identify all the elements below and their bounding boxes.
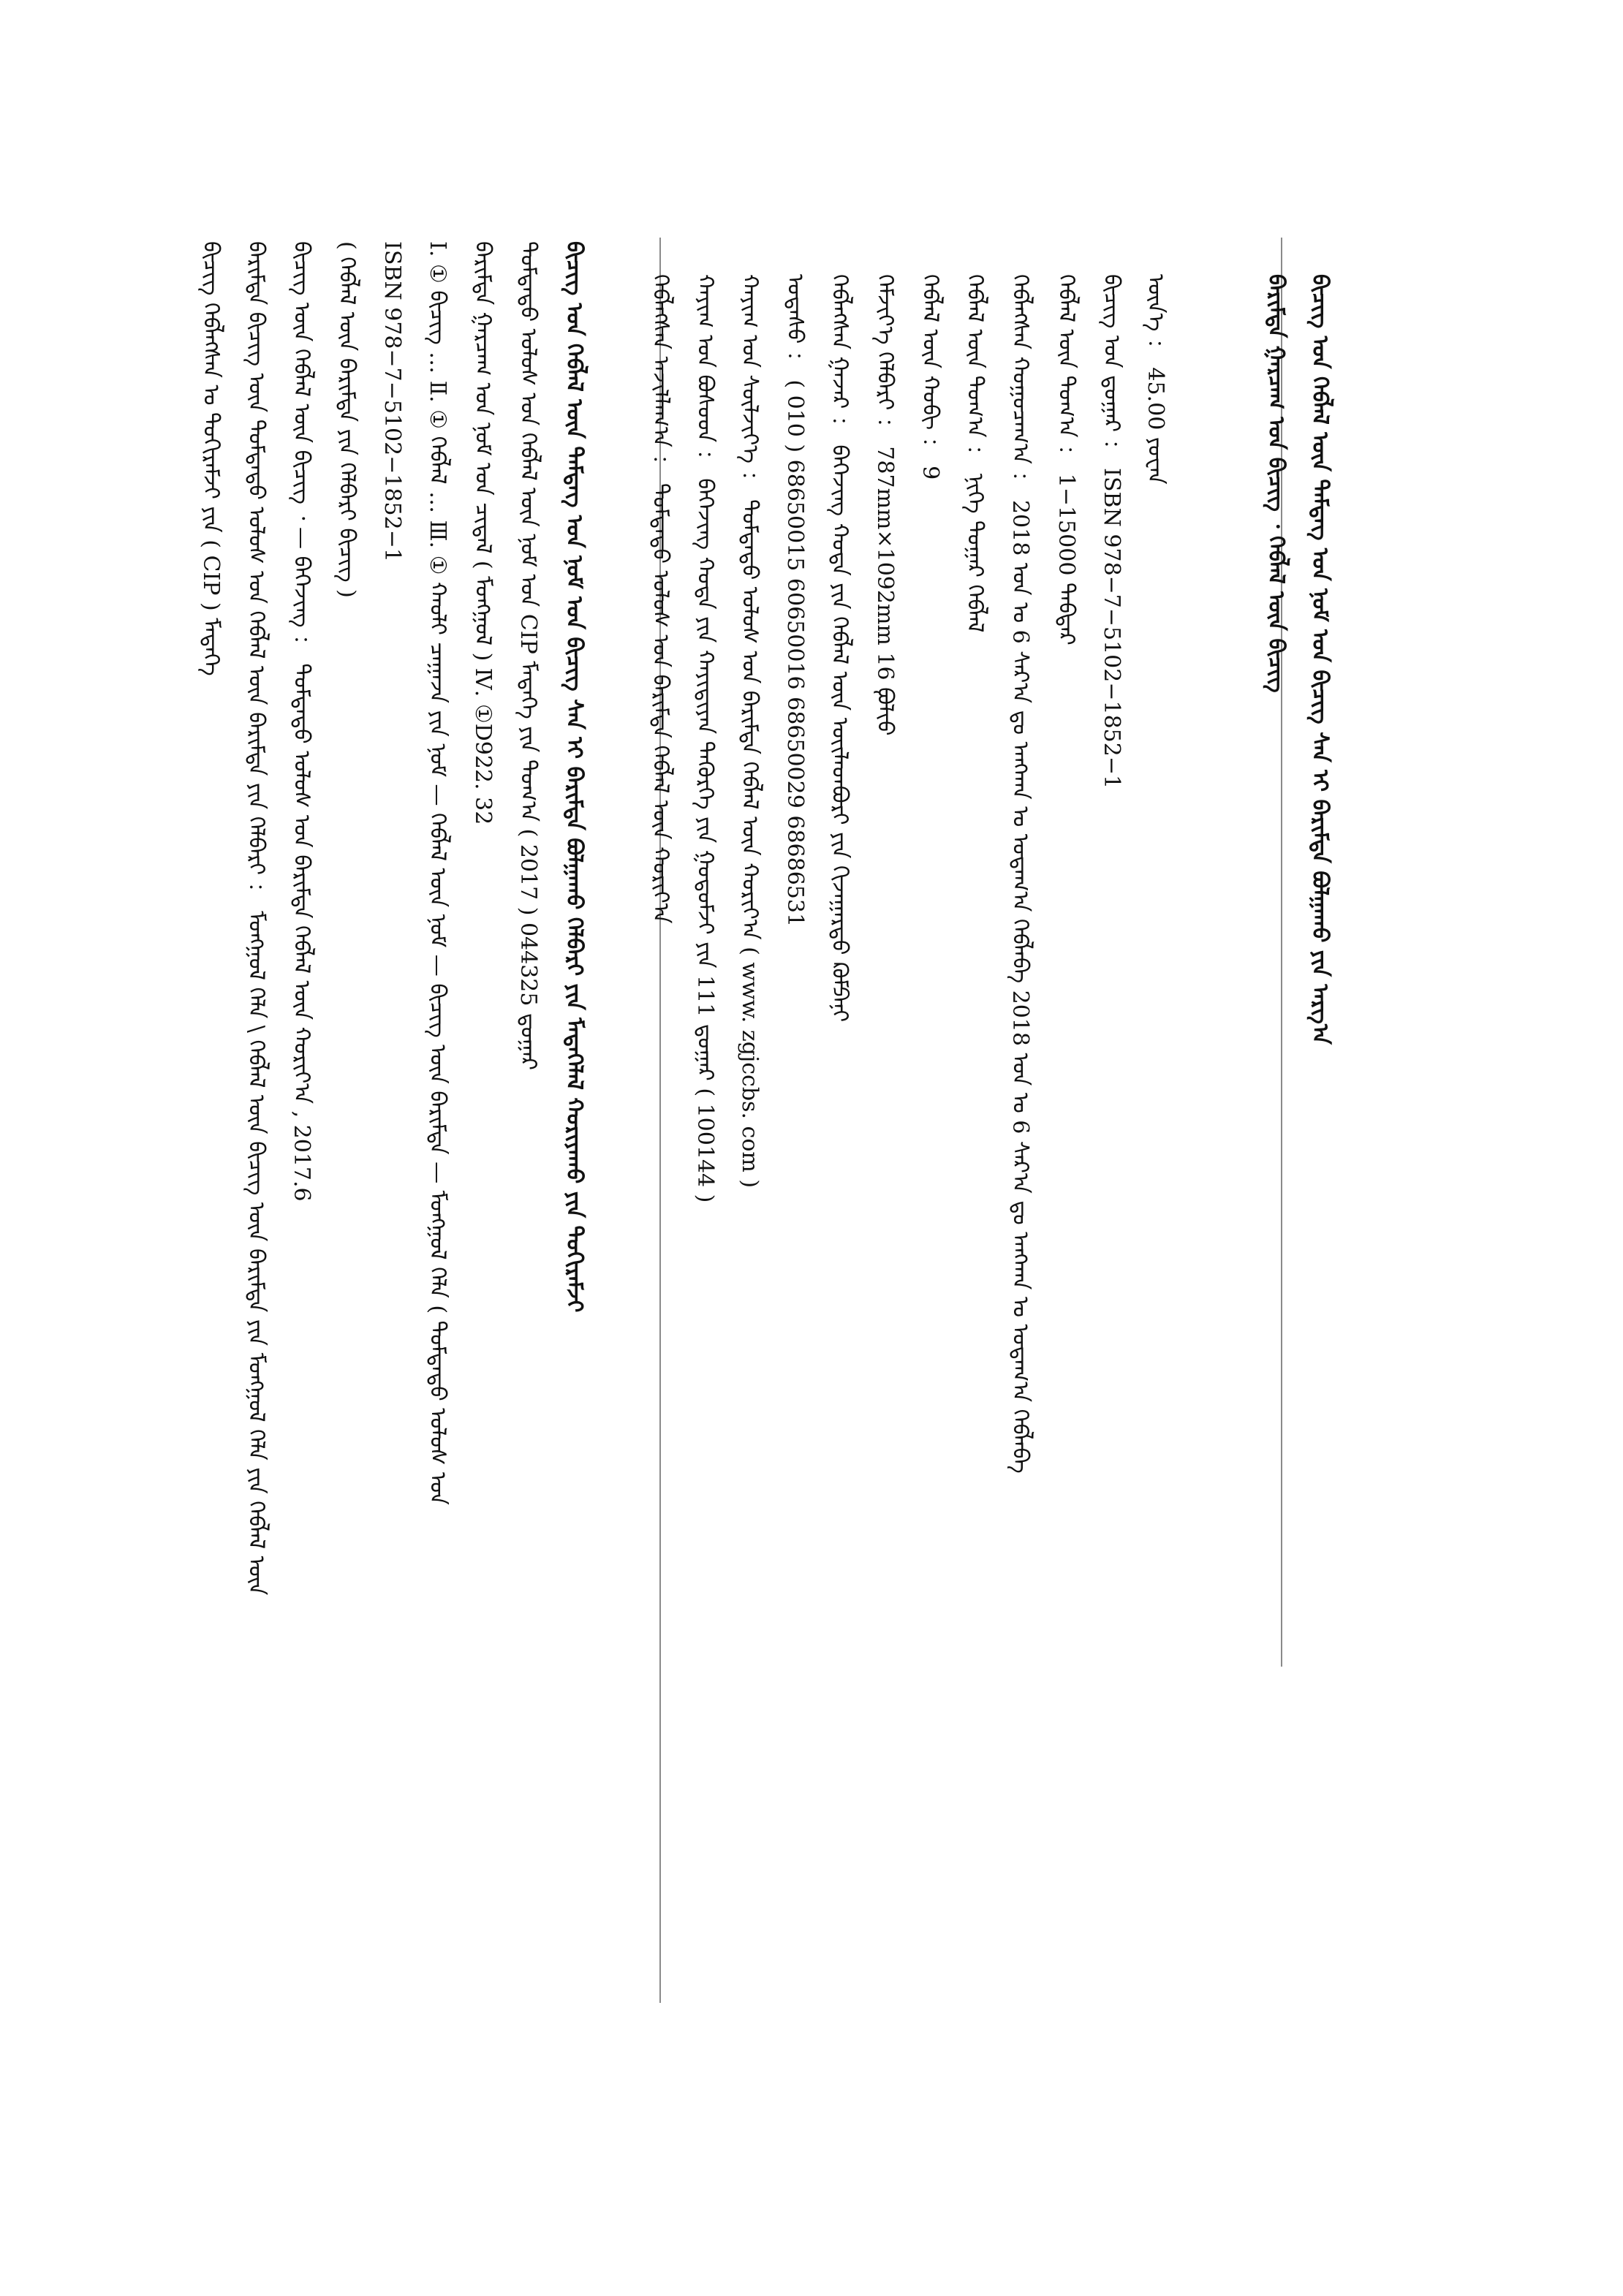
print-run-line: ᠬᠡᠪᠯᠡᠯ ᠦᠨ ᠲᠣᠭ᠎ᠠ ： 1−15000 ᠳᠡᠪᠲᠡᠷ — [1053, 274, 1079, 645]
cip-note-line: ( ᠬᠡᠪᠯᠡᠯ ᠦᠨ ᠪᠠᠷᠢᠮᠲᠠ ᠶᠢᠨ ᠬᠡᠯᠪᠡᠷᠢ ᠪᠢᠴᠢᠭ ) — [334, 241, 360, 598]
address-line: ᠬᠠᠶᠢᠭ ᠤᠨ ᠪᠤᠰᠤᠳ ： ᠪᠡᠭᠡᠵᠢᠩ ᠬᠣᠲᠠ ᠶᠢᠨ ᠬᠠᠶᠢᠳᠢᠶᠠᠨ ᠳᠡᠭᠦᠷᠭᠡ ᠶᠢᠨ ᠭᠤᠳᠤᠮᠵᠢ ᠶᠢᠨ 111 ᠳ᠋ᠤᠭᠠᠷ ( 100144 ) — [692, 274, 718, 1203]
edition-line: ᠬᠡᠪᠯᠡᠯ ᠦᠨ ᠲᠣᠭ᠎ᠠ ： ᠨᠢᠭᠡ ᠳᠤᠭᠠᠷ ᠬᠡᠪᠯᠡᠯ — [962, 274, 988, 633]
phone-line: ᠤᠲᠠᠰᠤ ： ( 010 ) 68650015 60650016 68650029 68686531 — [782, 274, 808, 928]
cip-isbn-line: ISBN 978−7−5102−1852−1 — [379, 241, 405, 562]
publisher-line: ᠬᠡᠪᠯᠡᠭᠰᠡᠨ ᠠᠵᠢᠯᠯᠠᠭ᠎ᠠ ： ᠳᠤᠮᠳᠠᠳᠤ ᠤᠯᠤᠰ ᠤᠨ ᠪᠠᠷᠢᠮᠲᠠ ᠬᠡᠪᠯᠡᠯ ᠦᠨ ᠬᠣᠷᠢᠶ᠎ᠠ — [648, 274, 673, 924]
website-line: ᠬᠠᠶᠢᠭ ᠤᠨ ᠰᠦᠯᠵᠢᠶ᠎ᠡ ： ᠳᠤᠮᠳᠠᠳᠤ ᠤᠯᠤᠰ ᠤᠨ ᠪᠠᠷᠢᠮᠲᠠ ᠬᠡᠪᠯᠡᠯ ᠦᠨ ᠬᠣᠷᠢᠶ᠎ᠠ ( www. zgjccbs. com ) — [737, 274, 763, 1189]
cip-classification-line: Ⅰ. ① ᠪᠢᠴᠢᠭ … Ⅱ. ① ᠬᠡᠪᠯᠡᠯ … Ⅲ. ① ᠬᠠᠤᠯᠢ ᠴᠠᠭᠠᠵᠠ ᠶᠢᠨ ᠨᠣᠮ — ᠬᠡᠪᠯᠡᠯ ᠦᠨ ᠨᠣᠮ — ᠪᠢᠴᠢᠭ ᠦᠨ ᠪᠠᠷᠢᠮᠲᠠ — ᠮᠣᠩᠭᠣᠯ ᠬᠡᠯᠡ ( ᠳᠤᠮᠳᠠᠳᠤ ᠤᠯᠤᠰ ᠤᠨ — [425, 241, 450, 1505]
format-line: ᠬᠡᠮᠵᠢᠶ᠎ᠡ ᠬᠡᠯᠪᠡᠷᠢ ： 787mm×1092mm 16 ᠹᠣᠯᠢᠤ — [872, 274, 898, 736]
cip-publisher-line: ᠪᠢᠴᠢᠭ ᠦᠨ ᠬᠡᠪᠯᠡᠯ ᠦᠨ ᠪᠢᠴᠢᠭ ᠂ — ᠪᠡᠭᠡᠵᠢᠩ ： ᠳᠤᠮᠳᠠᠳᠤ ᠤᠯᠤᠰ ᠤᠨ ᠪᠠᠷᠢᠮᠲᠠ ᠬᠡᠪᠯᠡᠯ ᠦᠨ ᠬᠣᠷᠢᠶ᠎ᠠ , 2017.6 — [289, 241, 314, 1202]
cip-number-line: ᠳᠤᠮᠳᠠᠳᠤ ᠤᠯᠤᠰ ᠤᠨ ᠬᠡᠪᠯᠡᠯ ᠦᠨ ᠨᠣᠮ ᠤᠨ CIP ᠮᠡᠳᠡᠭᠡ ᠶᠢᠨ ᠲᠣᠭ᠎ᠠ ( 2017 ) 044325 ᠳ᠋ᠤᠭᠠᠷ — [515, 241, 541, 1070]
isbn-line: ᠪᠢᠴᠢᠭ ᠤᠨ ᠳ᠋ᠤᠭᠠᠷ ： ISBN 978−7−5102−1852−1 — [1099, 274, 1124, 789]
cip-heading: ᠪᠢᠴᠢᠭ ᠤᠨ ᠬᠡᠪᠯᠡᠯ ᠦᠨ ᠲᠡᠮᠳᠡᠭ ᠤᠨ ᠨᠣᠮ ᠤᠨ ᠪᠢᠴᠢᠭ ᠰᠠᠨ ᠢ ᠪᠠᠷᠢᠮᠲᠠ ᠪᠣᠯᠭᠠᠬᠤ ᠬᠡᠯᠪᠡᠷᠢ ᠶᠢᠨ ᠮᠡᠳᠡᠭᠡᠯᠡᠯ ᠬᠣᠷᠢᠶᠠᠬᠤ ᠶᠢᠨ ᠲᠣᠬᠢᠷᠠᠮᠵᠢ — [561, 241, 587, 1313]
title-line: ᠪᠢᠴᠢᠭ ᠤᠨ ᠬᠡᠪᠯᠡᠯ ᠦᠨ ᠲᠡᠮᠳᠡᠭ ᠤᠨ ᠨᠣᠮ ᠤᠨ ᠪᠢᠴᠢᠭ ᠰᠠᠨ ᠢ ᠪᠠᠷᠢᠮᠲᠠ ᠪᠣᠯᠭᠠᠬᠤ ᠶᠢᠨ ᠠᠷᠭ᠎ᠠ — [1307, 274, 1333, 1045]
sheets-line: ᠬᠡᠪᠯᠡᠯ ᠦᠨ ᠬᠤᠪᠢ ： 9 — [918, 274, 943, 480]
rotated-content — [88, 0, 1623, 2047]
cip-final-line: ᠪᠢᠴᠢᠭ ᠬᠡᠪᠯᠡᠭᠰᠡᠨ ᠤ ᠲᠣᠬᠢᠷᠠᠮᠵᠢ ᠶᠢᠨ ( CIP ) ᠮᠡᠳᠡᠭᠡ — [198, 241, 224, 676]
print-date-line: ᠬᠡᠪᠯᠡᠭᠰᠡᠨ ᠬᠤᠭᠤᠴᠠᠭ᠎ᠠ ： 2018 ᠣᠨ ᠤ 6 ᠰᠠᠷ᠎ᠠ ᠳᠤ ᠠᠩᠬᠠᠨ ᠤ ᠤᠳᠠᠭ᠎ᠠ ᠬᠡᠪᠯᠡᠪᠡ 2018 ᠣᠨ ᠤ 6 ᠰᠠᠷ᠎ᠠ ᠳᠤ ᠠᠩᠬᠠᠨ ᠤ ᠤᠳᠠᠭ᠎ᠠ ᠬᠡᠪᠯᠡᠪᠡ — [1007, 274, 1033, 1474]
price-line: ᠦᠨ᠎ᠡ ： 45.00 ᠶᠤᠸᠠᠨ — [1143, 274, 1168, 485]
printer-line: ᠬᠡᠪᠯᠡᠭᠰᠡᠨ ᠭᠠᠵᠠᠷ ： ᠪᠡᠭᠡᠵᠢᠩ ᠬᠣᠲᠠ ᠶᠢᠨ ᠬᠡᠪᠯᠡᠯ ᠦᠨ ᠦᠢᠯᠡᠳᠪᠦᠷᠢ ᠶᠢᠨ ᠬᠢᠵᠠᠭᠠᠷᠲᠤ ᠺᠣᠮᠫᠠᠨᠢ — [827, 274, 852, 1023]
title-line: ᠪᠠᠷᠢᠮᠲᠠ ᠭᠠᠷᠴᠠᠭ ᠤᠨ ᠪᠢᠴᠢᠭ ᠂ ᠬᠡᠪᠯᠡᠯ ᠦᠨ ᠪᠢᠴᠢᠭ — [1263, 274, 1289, 693]
cip-subject-line: ᠪᠠᠷᠢᠮᠲᠠ ᠭᠠᠷᠴᠠᠭ ᠤᠨ ᠨᠣᠮ ᠤᠨ ᠴᠢᠳᠠᠯ ( ᠮᠣᠩᠭᠣᠯ ) Ⅳ. ①D922. 32 — [470, 241, 496, 825]
cip-desc-line: ᠪᠠᠷᠢᠮᠲᠠ ᠪᠢᠴᠢᠭ ᠦᠨ ᠳᠤᠮᠳᠠᠳᠤ ᠤᠯᠤᠰ ᠤᠨ ᠬᠡᠪᠯᠡᠯ ᠦᠨ ᠪᠠᠷᠢᠮᠲᠠ ᠶᠢᠨ ᠬᠡᠯᠪᠡᠷᠢ ： ᠮᠣᠩᠭᠣᠯ ᠬᠡᠯᠡ \ ᠬᠡᠪᠯᠡᠯ ᠦᠨ ᠪᠢᠴᠢᠭ ᠦᠨ ᠪᠠᠷᠢᠮᠲᠠ ᠶᠢᠨ ᠮᠣᠩᠭᠣᠯ ᠬᠡᠯᠡ ᠶᠢᠨ ᠬᠡᠪᠯᠡᠯ ᠦᠨ — [243, 241, 269, 1596]
